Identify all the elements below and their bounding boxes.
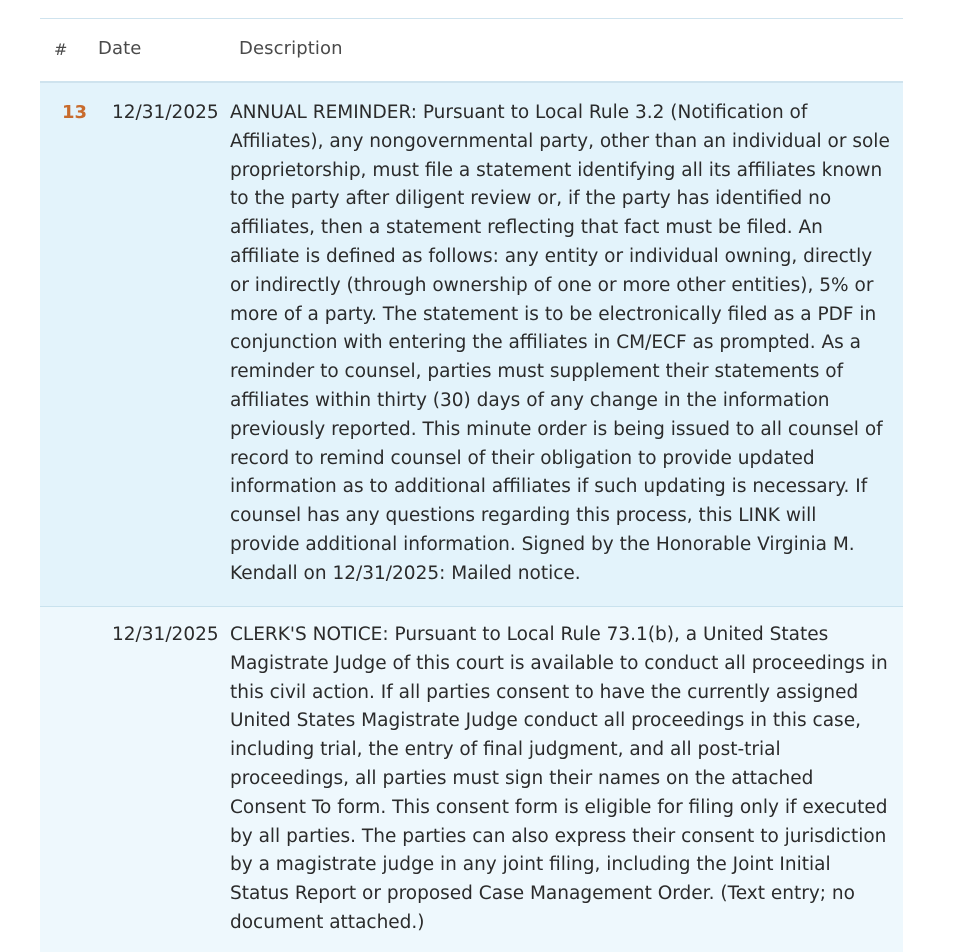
table-row [40,83,903,607]
entry-date: 12/31/2025 [112,102,219,123]
header-date[interactable]: Date [98,38,142,59]
table-header [40,19,903,83]
header-description[interactable]: Description [239,38,343,59]
entry-number[interactable]: 13 [62,102,88,123]
entry-description: ANNUAL REMINDER: Pursuant to Local Rule 3.2 (Notification of Affiliates), any nongovernmental party, other than an individual or sole proprietorship, must file a statement identifying all its affiliates known to the party after diligent review or, if the party has identified no affiliates, then a statement reflecting that fact must be filed. An affiliate is defined as follows: any entity or individual owning, directly or indirectly (through ownership of one or more other entities), 5% or more of a party. The statement is to be electronically filed as a PDF in conjunction with entering the affiliates in CM/ECF as prompted. As a reminder to counsel, parties must supplement their statements of affiliates within thirty (30) days of any change in the information previously reported. This minute order is being issued to all counsel of record to remind counsel of their obligation to provide updated information as to additional affiliates if such updating is necessary. If counsel has any questions regarding this process, this LINK will provide additional information. Signed by the Honorable Virginia M. Kendall on 12/31/2025: Mailed notice. [230,102,890,584]
table-row [40,607,903,952]
header-number[interactable]: # [54,40,68,59]
docket-table [40,18,903,952]
entry-description: CLERK'S NOTICE: Pursuant to Local Rule 73.1(b), a United States Magistrate Judge of this court is available to conduct all proceedings in this civil action. If all parties consent to have the currently assigned United States Magistrate Judge conduct all proceedings in this case, including trial, the entry of final judgment, and all post-trial proceedings, all parties must sign their names on the attached Consent To form. This consent form is eligible for filing only if executed by all parties. The parties can also express their consent to jurisdiction by a magistrate judge in any joint filing, including the Joint Initial Status Report or proposed Case Management Order. (Text entry; no document attached.) [230,624,888,933]
entry-date: 12/31/2025 [112,624,219,645]
